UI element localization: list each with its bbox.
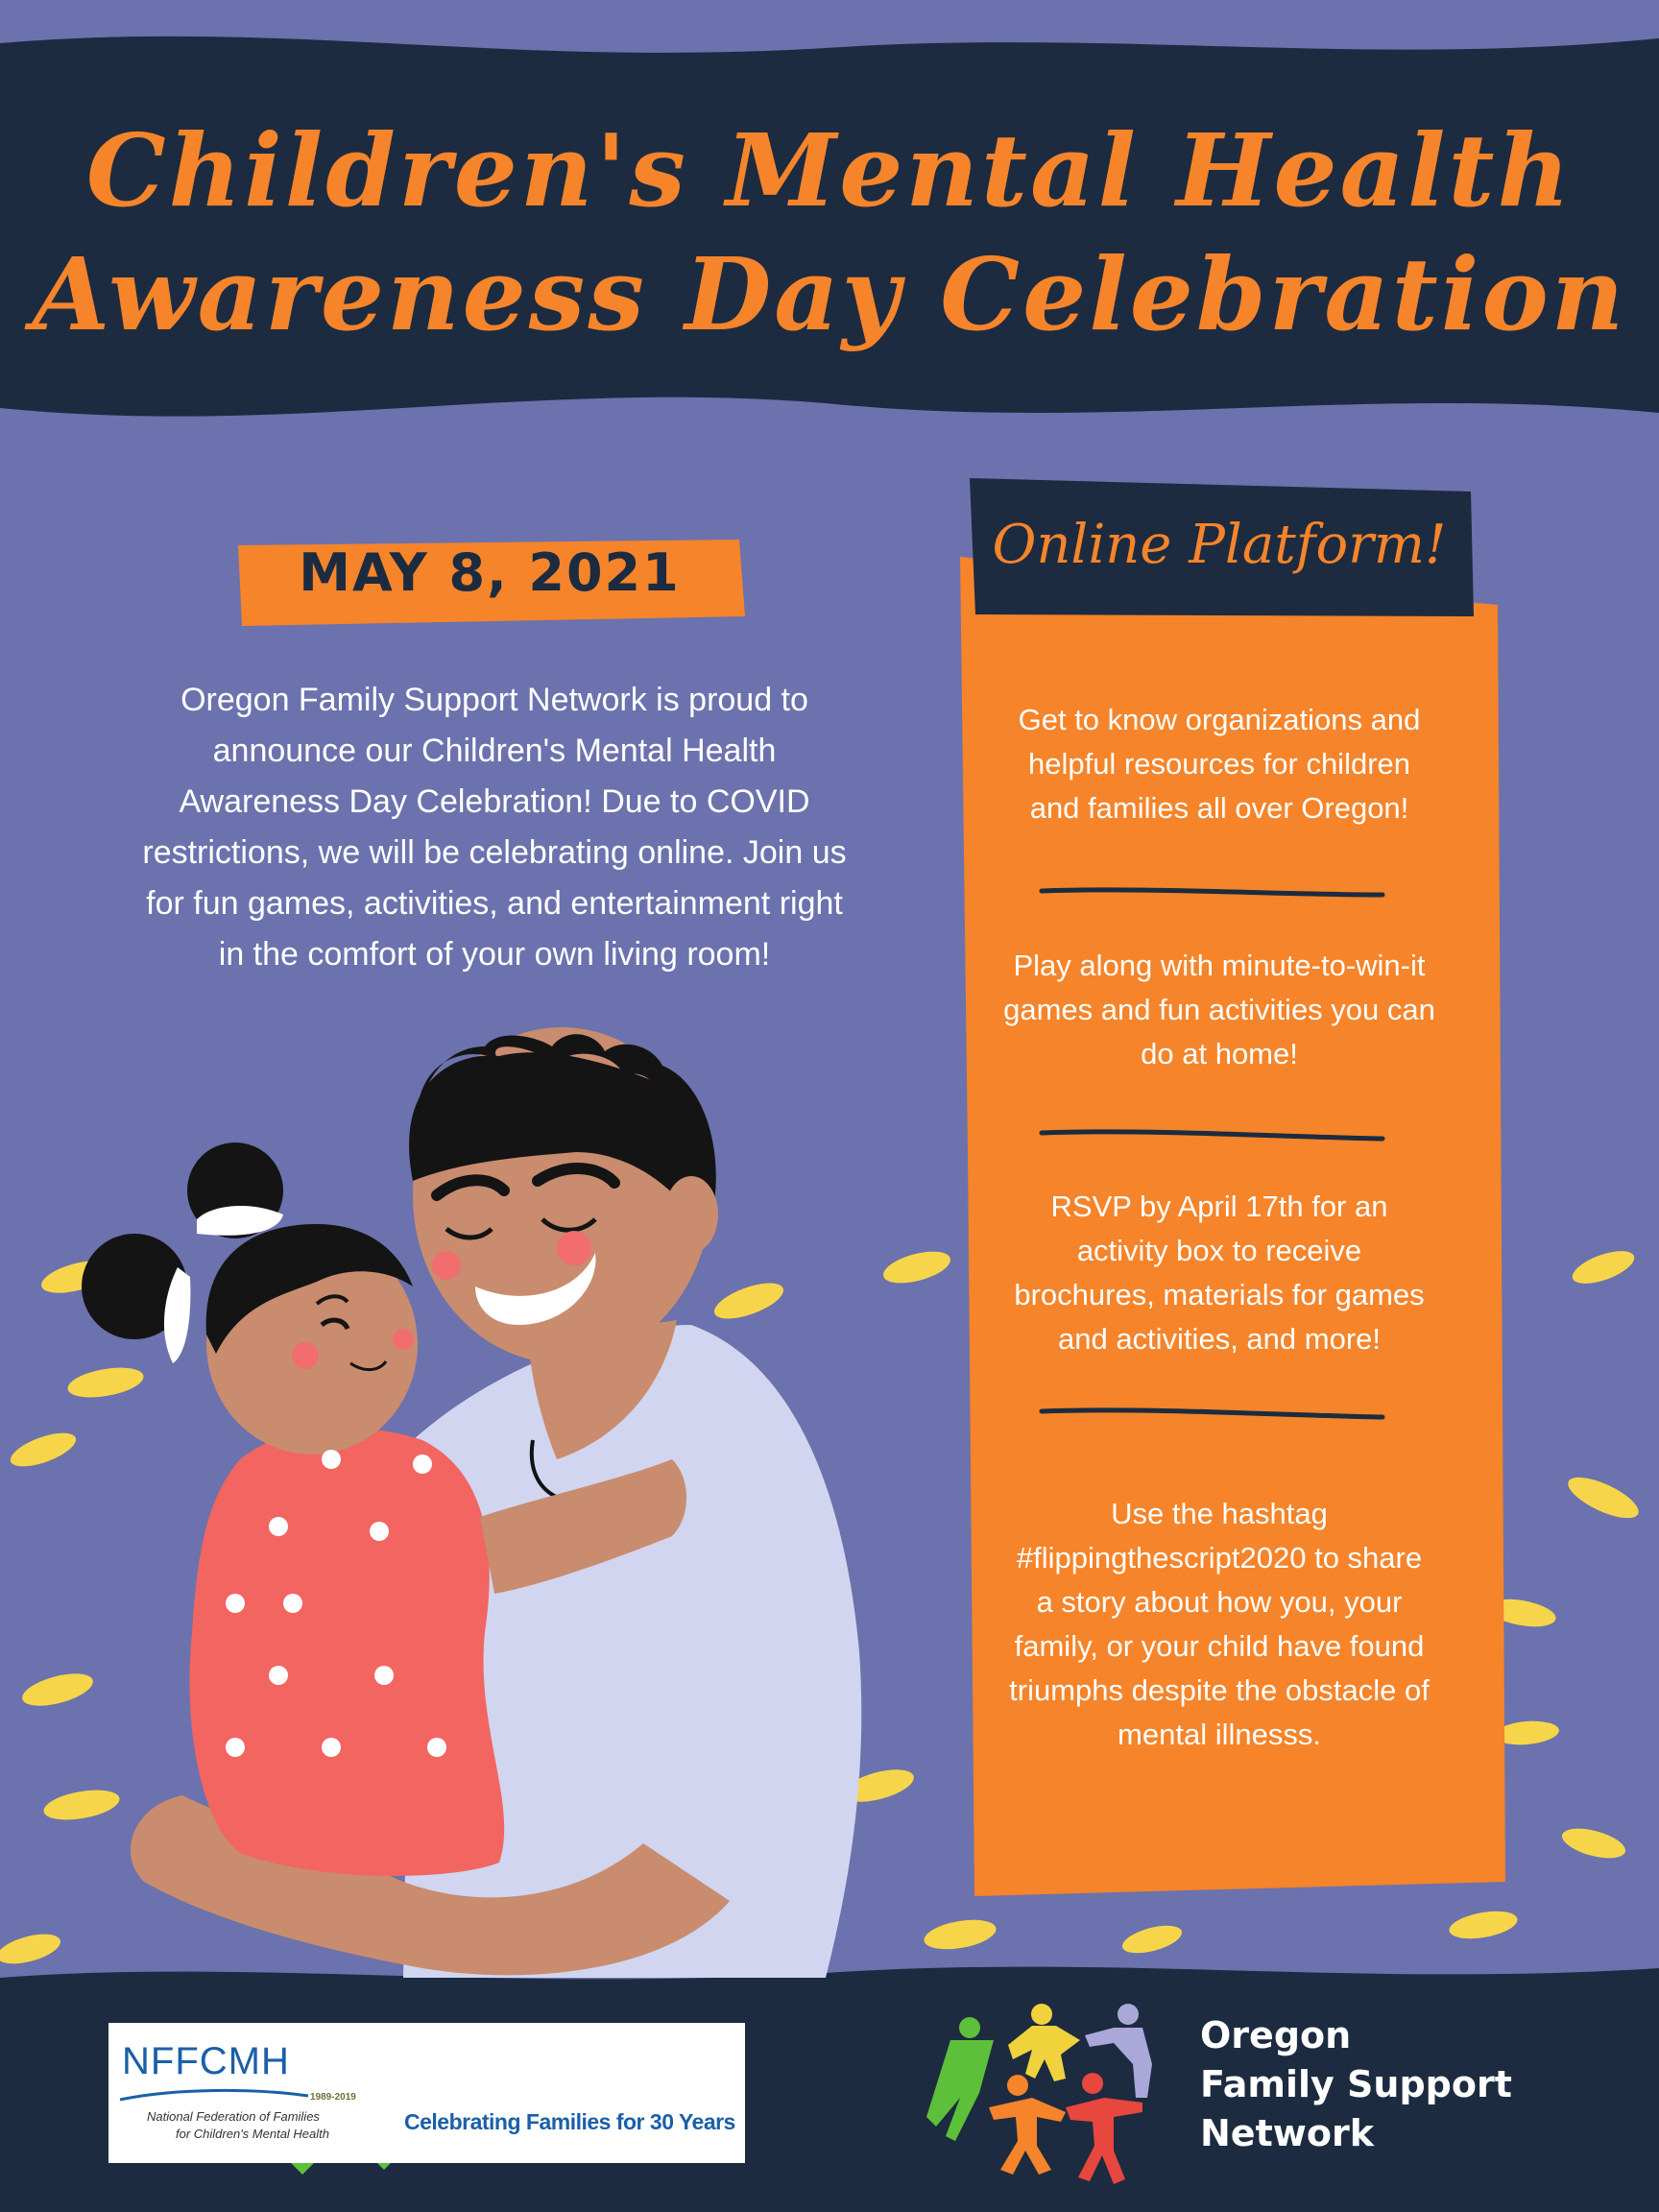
confetti-dash (1563, 1469, 1644, 1526)
dress-heart (427, 1738, 446, 1757)
nffcmh-celebrating: Celebrating Families for 30 Years (404, 2109, 735, 2134)
platform-item-line: RSVP by April 17th for an (1050, 1190, 1388, 1223)
father-cheek (432, 1251, 461, 1280)
father-ear (664, 1176, 718, 1253)
dress-heart (413, 1455, 432, 1474)
logo-person-head (1031, 2004, 1052, 2025)
logo-person-head (1082, 2073, 1103, 2094)
intro-paragraph (86, 675, 902, 980)
intro-line: in the comfort of your own living room! (218, 936, 771, 973)
title-line-1: Children's Mental Health (85, 111, 1574, 229)
platform-title: Online Platform! (992, 514, 1447, 576)
daughter-cheek (292, 1342, 319, 1369)
platform-item-line: Play along with minute-to-win-it (1013, 949, 1426, 982)
confetti-dash (1447, 1907, 1519, 1943)
dress-heart (374, 1666, 394, 1685)
dress-heart (322, 1738, 341, 1757)
platform-item-line: games and fun activities you can (1003, 993, 1435, 1026)
dress-heart (283, 1594, 302, 1613)
intro-line: Awareness Day Celebration! Due to COVID (179, 783, 810, 820)
platform-item-line: do at home! (1141, 1037, 1298, 1070)
logo-person-head (959, 2017, 980, 2038)
platform-item-line: helpful resources for children (1027, 747, 1411, 781)
platform-item-line: brochures, materials for games (1014, 1278, 1425, 1311)
org-name (1200, 2011, 1512, 2158)
nffcmh-years: 1989-2019 (310, 2092, 356, 2103)
org-name-line: Family Support (1200, 2063, 1512, 2105)
org-name-line: Network (1200, 2112, 1374, 2154)
platform-item (970, 1492, 1469, 1757)
nffcmh-logo (108, 2023, 745, 2163)
nffcmh-line-2: for Children's Mental Health (176, 2127, 329, 2141)
nffcmh-acronym: NFFCMH (122, 2040, 290, 2082)
platform-item-line: mental illnesss. (1118, 1718, 1321, 1751)
platform-item-line: and activities, and more! (1057, 1322, 1381, 1356)
confetti-dash (7, 1426, 81, 1473)
platform-item-line: family, or your child have found (1014, 1629, 1425, 1663)
logo-person-head (1118, 2004, 1139, 2025)
daughter-cheek (393, 1329, 414, 1350)
nffcmh-line-1: National Federation of Families (147, 2109, 320, 2124)
intro-line: Oregon Family Support Network is proud to (180, 682, 808, 718)
father-daughter-illustration (82, 1027, 861, 1978)
title-line-2: Awareness Day Celebration (32, 235, 1627, 353)
org-name-line: Oregon (1200, 2014, 1352, 2056)
platform-item-line: Get to know organizations and (1018, 703, 1421, 736)
intro-line: for fun games, activities, and entertainment right (146, 885, 843, 922)
dress-heart (226, 1738, 245, 1757)
platform-item-line: and families all over Oregon! (1029, 791, 1409, 825)
platform-item-line: a story about how you, your (1036, 1585, 1403, 1619)
confetti-dash (710, 1276, 788, 1326)
confetti-dash (1569, 1244, 1639, 1290)
platform-item (970, 1185, 1469, 1361)
daughter-dress (189, 1428, 504, 1876)
father-cheek (557, 1231, 591, 1265)
dress-heart (269, 1517, 288, 1536)
confetti-dash (41, 1785, 122, 1824)
platform-item-line: Use the hashtag (1111, 1497, 1328, 1530)
confetti-dash (880, 1245, 954, 1289)
platform-item-line: #flippingthescript2020 to share (1016, 1541, 1423, 1575)
platform-item-line: triumphs despite the obstacle of (1009, 1673, 1430, 1707)
dress-heart (370, 1522, 389, 1541)
confetti-dash (65, 1362, 146, 1402)
dress-heart (269, 1666, 288, 1685)
intro-line: announce our Children's Mental Health (212, 733, 777, 769)
confetti-dash (1559, 1823, 1628, 1864)
event-date: MAY 8, 2021 (299, 542, 681, 603)
dress-heart (226, 1594, 245, 1613)
platform-item (970, 698, 1469, 830)
platform-item (970, 944, 1469, 1076)
confetti-dash (1119, 1920, 1185, 1959)
confetti-dash (922, 1915, 998, 1955)
intro-line: restrictions, we will be celebrating online. Join us (142, 834, 847, 871)
confetti-dash (19, 1668, 97, 1713)
nffcmh-swoosh-icon (118, 2086, 310, 2107)
platform-item-line: activity box to receive (1076, 1234, 1362, 1267)
dress-heart (322, 1450, 341, 1469)
confetti-dash (0, 1929, 63, 1970)
logo-person-head (1007, 2075, 1028, 2096)
